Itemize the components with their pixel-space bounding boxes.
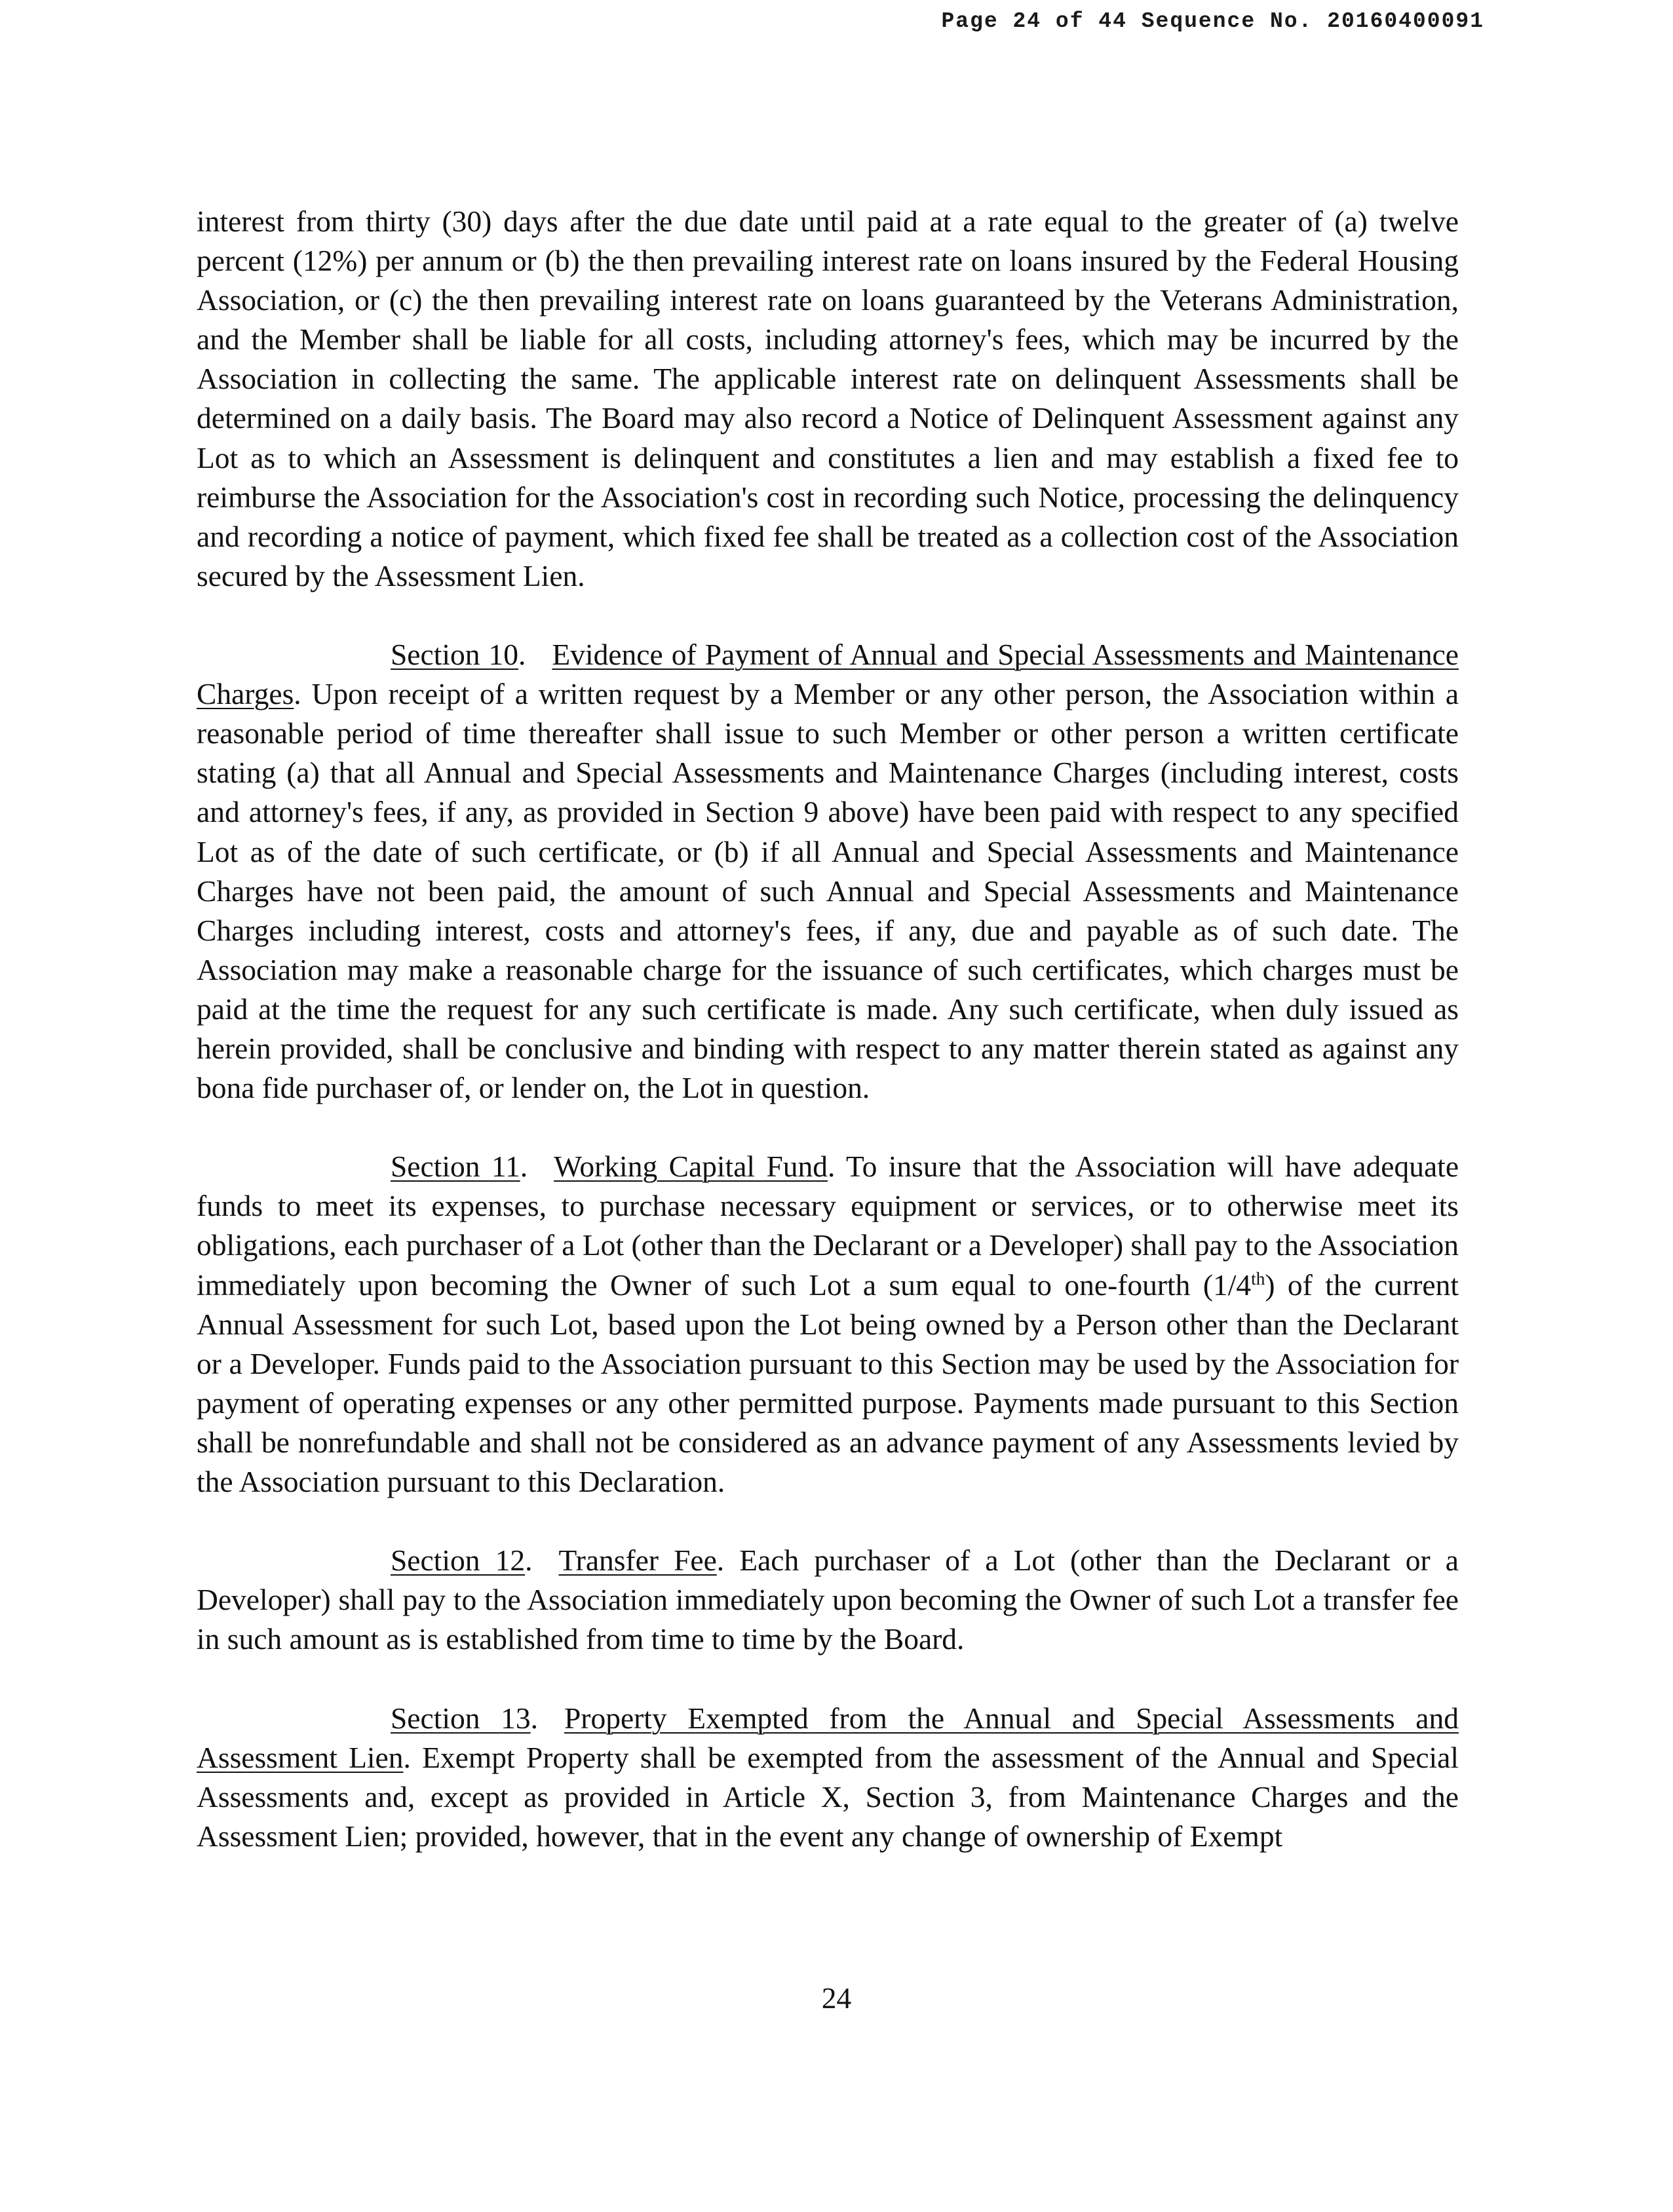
section-12-title: Transfer Fee: [558, 1543, 717, 1578]
page-number: 24: [821, 1981, 852, 2015]
section-12: Section 12. Transfer Fee. Each purchaser of a Lot (other than the Declarant or a Developer) shall pay to the Association immediately upon becoming the Owner of such Lot a transfer fee in such amount as is established from time to time by the Board.: [197, 1543, 1459, 1656]
section-10: Section 10. Evidence of Payment of Annual and Special Assessments and Maintenance Charges. Upon receipt of a written request by a Member or any other person, the Association within a reasonable period of time thereafter shall issue to such Member or other person a written certificate stating (a) that all Annual and Special Assessments and Maintenance Charges (including interest, costs and attorney's fees, if any, as provided in Section 9 above) have been paid with respect to any specified Lot as of the date of such certificate, or (b) if all Annual and Special Assessments and Maintenance Charges have not been paid, the amount of such Annual and Special Assessments and Maintenance Charges including interest, costs and attorney's fees, if any, due and payable as of such date. The Association may make a reasonable charge for the issuance of such certificates, which charges must be paid at the time the request for any such certificate is made. Any such certificate, when duly issued as herein provided, shall be conclusive and binding with respect to any matter therein stated as against any bona fide purchaser of, or lender on, the Lot in question.: [197, 638, 1459, 1105]
section-13-title: Property Exempted from the Annual and Special Assessments and Assessment Lien: [197, 1701, 1459, 1774]
section-10-body: Upon receipt of a written request by a Member or any other person, the Association within a reasonable period of time thereafter shall issue to such Member or other person a written certificate stating (a) that all Annual and Special Assessments and Maintenance Charges (including interest, costs and attorney's fees, if any, as provided in Section 9 above) have been paid with respect to any specified Lot as of the date of such certificate, or (b) if all Annual and Special Assessments and Maintenance Charges have not been paid, the amount of such Annual and Special Assessments and Maintenance Charges including interest, costs and attorney's fees, if any, due and payable as of such date. The Association may make a reasonable charge for the issuance of such certificates, which charges must be paid at the time the request for any such certificate is made. Any such certificate, when duly issued as herein provided, shall be conclusive and binding with respect to any matter therein stated as against any bona fide purchaser of, or lender on, the Lot in question.: [197, 677, 1459, 1105]
document-body: [197, 202, 1459, 1895]
paragraph-interest: interest from thirty (30) days after the due date until paid at a rate equal to the greater of (a) twelve percent (12%) per annum or (b) the then prevailing interest rate on loans insured by the Federal Housing Association, or (c) the then prevailing interest rate on loans guaranteed by the Veterans Administration, and the Member shall be liable for all costs, including attorney's fees, which may be incurred by the Association in collecting the same. The applicable interest rate on delinquent Assessments shall be determined on a daily basis. The Board may also record a Notice of Delinquent Assessment against any Lot as to which an Assessment is delinquent and constitutes a lien and may establish a fixed fee to reimburse the Association for the Association's cost in recording such Notice, processing the delinquency and recording a notice of payment, which fixed fee shall be treated as a collection cost of the Association secured by the Assessment Lien.: [197, 204, 1459, 592]
section-12-label: Section 12: [391, 1543, 526, 1578]
section-11-superscript: th: [1251, 1268, 1265, 1289]
section-13: Section 13. Property Exempted from the Annual and Special Assessments and Assessment Lien. Exempt Property shall be exempted from the assessment of the Annual and Special Assessments and, except as provided in Article X, Section 3, from Maintenance Charges and the Assessment Lien; provided, however, that in the event any change of ownership of Exempt: [197, 1701, 1459, 1853]
section-11-label: Section 11: [391, 1150, 520, 1184]
section-11-body-before: To insure that the Association will have adequate funds to meet its expenses, to purchase necessary equipment or services, or to otherwise meet its obligations, each purchaser of a Lot (other than the Declarant or a Developer) shall pay to the Association immediately upon becoming the Owner of such Lot a sum equal to one-fourth (1/4: [197, 1150, 1459, 1302]
section-12-body: Each purchaser of a Lot (other than the Declarant or a Developer) shall pay to the Association immediately upon becoming the Owner of such Lot a transfer fee in such amount as is established from time to time by the Board.: [197, 1543, 1459, 1656]
page-header: Page 24 of 44 Sequence No. 20160400091: [941, 9, 1484, 33]
section-13-body: Exempt Property shall be exempted from the assessment of the Annual and Special Assessments and, except as provided in Article X, Section 3, from Maintenance Charges and the Assessment Lien; provided, however, that in the event any change of ownership of Exempt: [197, 1740, 1459, 1853]
section-10-title: Evidence of Payment of Annual and Special Assessments and Maintenance Charges: [197, 638, 1459, 711]
section-10-label: Section 10: [391, 638, 519, 672]
section-13-label: Section 13: [391, 1701, 531, 1735]
section-11-body-after: ) of the current Annual Assessment for such Lot, based upon the Lot being owned by a Person other than the Declarant or a Developer. Funds paid to the Association pursuant to this Section may be used by the Association for payment of operating expenses or any other permitted purpose. Payments made pursuant to this Section shall be nonrefundable and shall not be considered as an advance payment of any Assessments levied by the Association pursuant to this Declaration.: [197, 1268, 1459, 1498]
section-11-title: Working Capital Fund: [554, 1150, 828, 1184]
section-11: Section 11. Working Capital Fund. To insure that the Association will have adequate funds to meet its expenses, to purchase necessary equipment or services, or to otherwise meet its obligations, each purchaser of a Lot (other than the Declarant or a Developer) shall pay to the Association immediately upon becoming the Owner of such Lot a sum equal to one-fourth (1/4th) of the current Annual Assessment for such Lot, based upon the Lot being owned by a Person other than the Declarant or a Developer. Funds paid to the Association pursuant to this Section may be used by the Association for payment of operating expenses or any other permitted purpose. Payments made pursuant to this Section shall be nonrefundable and shall not be considered as an advance payment of any Assessments levied by the Association pursuant to this Declaration.: [197, 1150, 1459, 1498]
